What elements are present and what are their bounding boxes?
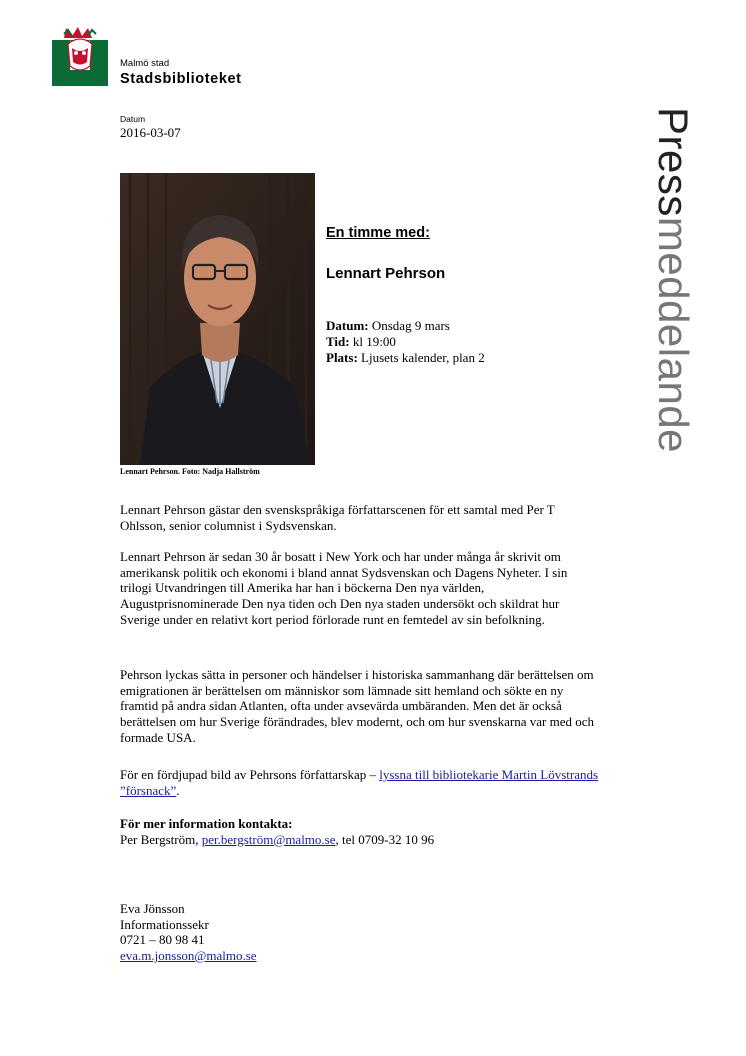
date-value: 2016-03-07 xyxy=(120,125,181,140)
contact-line xyxy=(120,832,600,848)
event-detail-time xyxy=(326,334,485,350)
detail-label: Plats: xyxy=(326,350,358,365)
body-paragraph: Pehrson lyckas sätta in personer och händelser i historiska sammanhang där berättelsen om emigrationen är berättelsen om människor som lämnade sitt hemland och sökte en ny framtid på andra sidan Atlanten, ofta under avsevärda umbäranden. Men det är också berättelsen om hur Sverige förändrades, blev modernt, och om hur svenskarna var med och formade USA. xyxy=(120,667,594,745)
photo-caption: Lennart Pehrson. Foto: Nadja Hallström xyxy=(120,467,260,476)
signature-email-link[interactable]: eva.m.jonsson@malmo.se xyxy=(120,948,257,964)
contact-phone: , tel 0709-32 10 96 xyxy=(335,831,435,847)
body-paragraph-with-link xyxy=(120,767,600,798)
detail-value: kl 19:00 xyxy=(352,334,396,349)
event-series-heading-text: En timme med xyxy=(326,225,426,241)
portrait-photo xyxy=(120,173,315,465)
document-type-vertical-title xyxy=(650,107,697,454)
signature-phone: 0721 – 80 98 41 xyxy=(120,932,205,948)
detail-value: Onsdag 9 mars xyxy=(371,318,450,333)
event-details xyxy=(326,318,485,366)
event-detail-place xyxy=(326,350,485,366)
organization-name-small: Malmö stad xyxy=(120,58,170,69)
contact-heading: För mer information kontakta: xyxy=(120,816,293,831)
detail-label: Tid: xyxy=(326,334,350,349)
contact-name: Per Bergström, xyxy=(120,831,202,847)
contact-email-link[interactable]: per.bergström@malmo.se xyxy=(201,831,336,847)
detail-label: Datum: xyxy=(326,318,369,333)
body-paragraph: Lennart Pehrson är sedan 30 år bosatt i New York och har under många år skrivit om amerikansk politik och ekonomi i bland annat Sydsvenskan och Dagens Nyheter. I sin trilogi Utvandringen till Amerika har han i böckerna Den nya världen, Augustprisnominerade Den nya tiden och Den nya staden undersökt och skildrat hur Sverige under en relativt kort period förlorade runt en femtedel av sin befolkning. xyxy=(120,549,568,627)
signature-title: Informationssekr xyxy=(120,916,209,932)
malmo-crest-logo xyxy=(52,24,108,86)
date-label: Datum xyxy=(120,114,146,124)
title-dark-part: Press xyxy=(650,107,697,217)
event-guest-name: Lennart Pehrson xyxy=(326,265,446,282)
paragraph-text: . xyxy=(176,782,180,798)
detail-value: Ljusets kalender, plan 2 xyxy=(361,350,485,365)
paragraph-text: För en fördjupad bild av Pehrsons författarskap – xyxy=(120,767,380,782)
signature-block xyxy=(120,901,600,964)
event-detail-date xyxy=(326,318,485,334)
contact-block xyxy=(120,816,600,847)
title-light-part: meddelande xyxy=(650,216,697,454)
podcast-link[interactable]: lyssna till bibliotekarie Martin Lövstrands ”försnack” xyxy=(120,767,599,798)
event-series-heading-colon: : xyxy=(425,225,430,241)
signature-name: Eva Jönsson xyxy=(120,901,185,916)
body-paragraph: Lennart Pehrson gästar den svenskspråkiga författarscenen för ett samtal med Per T Ohlsson, senior columnist i Sydsvenskan. xyxy=(120,502,555,533)
organization-name: Stadsbiblioteket xyxy=(120,71,242,87)
event-series-heading xyxy=(326,225,430,241)
